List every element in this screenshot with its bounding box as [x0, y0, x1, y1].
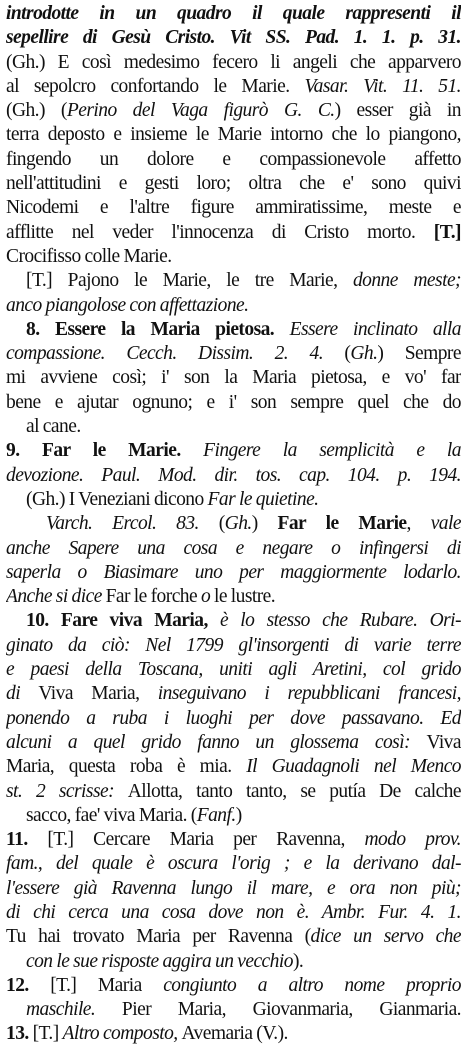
text-run: con le sue risposte aggira un vecchio [26, 950, 293, 972]
text-line [6, 391, 461, 415]
text-run: Viva Maria, [38, 683, 158, 705]
text-run: le lustre. [213, 586, 276, 608]
text-run: anche Sapere una cosa e negare o infingersi di [6, 537, 461, 559]
text-run: Viva [426, 731, 461, 753]
text-line [6, 2, 461, 26]
text-line [6, 221, 461, 245]
text-run: [T.] [433, 221, 461, 243]
text-run: al sepolcro confortando le Marie. [6, 75, 305, 97]
text-line [6, 196, 461, 220]
text-run: Far le Marie [277, 513, 407, 535]
text-line [6, 318, 461, 342]
text-run: bene e ajutar ognuno; e i' son sempre quel che do [6, 391, 461, 413]
text-run: [T.] Maria [50, 974, 164, 996]
text-line [6, 26, 461, 50]
text-line [6, 366, 461, 390]
text-run: Crocifisso colle Marie. [6, 245, 172, 267]
text-line [6, 828, 461, 852]
text-line [6, 634, 461, 658]
text-run [6, 27, 461, 48]
text-run: ) [251, 513, 278, 535]
text-line [6, 1022, 461, 1046]
text-run: ) esser già in [334, 100, 461, 122]
text-run: ) Sempre [377, 343, 461, 365]
text-run: donne meste; [352, 270, 461, 292]
text-run: Altro composto, [62, 1023, 182, 1045]
text-line [6, 488, 461, 512]
text-line [6, 561, 461, 585]
text-run: (Gh.) ( [6, 100, 67, 122]
text-run [6, 3, 461, 24]
text-run: vale [430, 513, 461, 535]
text-run: 12. [6, 974, 51, 996]
text-run: Varch. Ercol. 83. [46, 513, 199, 535]
text-run: st. 2 scrisse: [6, 780, 128, 802]
text-run: l'essere già Ravenna lungo il mare, e ora non più; [6, 877, 461, 899]
text-run: Far le forche [105, 586, 201, 608]
text-line [6, 780, 461, 804]
text-run: sacco, fae' viva Maria. ( [26, 804, 197, 826]
text-line [6, 269, 461, 293]
text-run: modo prov. [364, 829, 461, 851]
text-run: terra deposto e insieme le Marie intorno che lo piangono, [6, 124, 461, 146]
text-run: compassione. Cecch. Dissim. 2. 4. [6, 343, 324, 365]
text-line [6, 707, 461, 731]
text-line [6, 658, 461, 682]
text-line [6, 75, 461, 99]
text-run: mi avviene così; i' son la Maria pietosa, e vo' far [6, 367, 461, 389]
text-run: Pier Maria, Giovanmaria, Gianmaria. [121, 999, 461, 1021]
text-run: fam., del quale è oscura l'orig ; e la derivano dal- [6, 853, 461, 875]
text-run: ( [323, 343, 351, 365]
text-line [6, 99, 461, 123]
text-line [6, 950, 461, 974]
text-run: (Gh.) I Veneziani dicono [26, 488, 208, 510]
text-run: congiunto a altro nome proprio [163, 974, 461, 996]
entry-text [6, 2, 461, 1047]
text-run: afflitte nel veder l'innocenza di Cristo morto. [6, 221, 434, 243]
text-run: Fingere la semplicità e la [203, 440, 461, 462]
text-line [6, 925, 461, 949]
text-run: devozione. Paul. Mod. dir. tos. cap. 104. p. 194. [6, 464, 461, 486]
text-line [6, 123, 461, 147]
text-line [6, 974, 461, 998]
text-run: fingendo un dolore e compassionevole affetto [6, 148, 461, 170]
text-run: maschile. [26, 999, 122, 1021]
text-line [6, 804, 461, 828]
text-line [6, 998, 461, 1022]
text-run: Perino del Vaga figurò G. C. [66, 100, 335, 122]
text-line [6, 877, 461, 901]
text-run: 8. Essere la Maria pietosa. [26, 318, 290, 340]
text-line [6, 51, 461, 75]
text-line [6, 464, 461, 488]
text-run: [T.] Cercare Maria per Ravenna, [47, 829, 365, 851]
text-line [6, 342, 461, 366]
text-run: Essere inclinato alla [289, 318, 461, 340]
text-line [6, 755, 461, 779]
text-run: Allotta, tanto tanto, se putía De calche [127, 780, 461, 802]
text-run: Il Guadagnoli nel Menco [246, 756, 461, 778]
text-line [6, 172, 461, 196]
text-run: [T.] Pajono le Marie, le tre Marie, [26, 270, 353, 292]
text-run: introdotte in un quadro il quale rappresenti il [6, 3, 461, 24]
text-run: saperla o Biasimare uno per maggiormente lodarlo. [6, 561, 461, 583]
text-run: Vasar. Vit. 11. 51. [304, 75, 461, 97]
text-run: anco piangolose con affettazione. [6, 294, 249, 316]
text-run: e paesi della Toscana, uniti agli Aretini, col grido [6, 659, 461, 681]
text-run: ginato da ciò: Nel 1799 gl'insorgenti di varie terre [6, 634, 461, 656]
text-run: 11. [6, 829, 48, 851]
text-run: alcuni a quel grido fanno un glossema così: [6, 731, 427, 753]
text-line [6, 537, 461, 561]
text-run: Fanf. [196, 804, 236, 826]
text-line [6, 294, 461, 318]
text-line [6, 609, 461, 633]
text-line [6, 148, 461, 172]
text-run: o [200, 586, 214, 608]
text-run: [T.] [32, 1023, 63, 1045]
text-run: Anche si dice [6, 586, 106, 608]
text-run: dice un servo che [310, 926, 461, 948]
text-line [6, 682, 461, 706]
text-run: di [6, 683, 39, 705]
text-run: (Gh.) E così medesimo fecero li angeli che apparvero [6, 51, 461, 73]
text-run: Gh. [224, 513, 252, 535]
text-line [6, 439, 461, 463]
text-run: al cane. [26, 416, 81, 438]
text-line [6, 512, 461, 536]
text-line [6, 415, 461, 439]
text-line [6, 731, 461, 755]
text-run: Gh. [350, 343, 378, 365]
text-run: 9. Far le Marie. [6, 440, 204, 462]
text-run: Avemaria (V.). [181, 1023, 288, 1045]
text-run: nell'attitudini e gesti loro; oltra che e' sono quivi [6, 173, 461, 195]
text-run: inseguivano i repubblicani francesi, [157, 683, 461, 705]
text-run: Maria, questa roba è mia. [6, 756, 247, 778]
text-line [6, 852, 461, 876]
text-run: Tu hai trovato Maria per Ravenna ( [6, 926, 311, 948]
text-run: ponendo a ruba i luoghi per dove passavano. Ed [6, 707, 461, 729]
text-run: ). [292, 950, 304, 972]
text-line [6, 585, 461, 609]
text-run: 13. [6, 1023, 33, 1045]
text-run: Far le quietine. [207, 488, 319, 510]
text-line [6, 245, 461, 269]
text-run: 10. Fare viva Maria, [26, 610, 220, 632]
text-run: ( [198, 513, 225, 535]
text-run: sepellire di Gesù Cristo. Vit SS. Pad. 1. 1. p. 31. [6, 27, 461, 49]
text-run: è lo stesso che Rubare. Ori- [220, 610, 461, 632]
text-run: , [406, 513, 431, 535]
text-run: ) [235, 804, 242, 826]
text-run: di chi cerca una cosa dove non è. Ambr. Fur. 4. 1. [6, 901, 461, 923]
text-run: Nicodemi e l'altre figure ammiratissime, meste e [6, 197, 461, 219]
text-line [6, 901, 461, 925]
